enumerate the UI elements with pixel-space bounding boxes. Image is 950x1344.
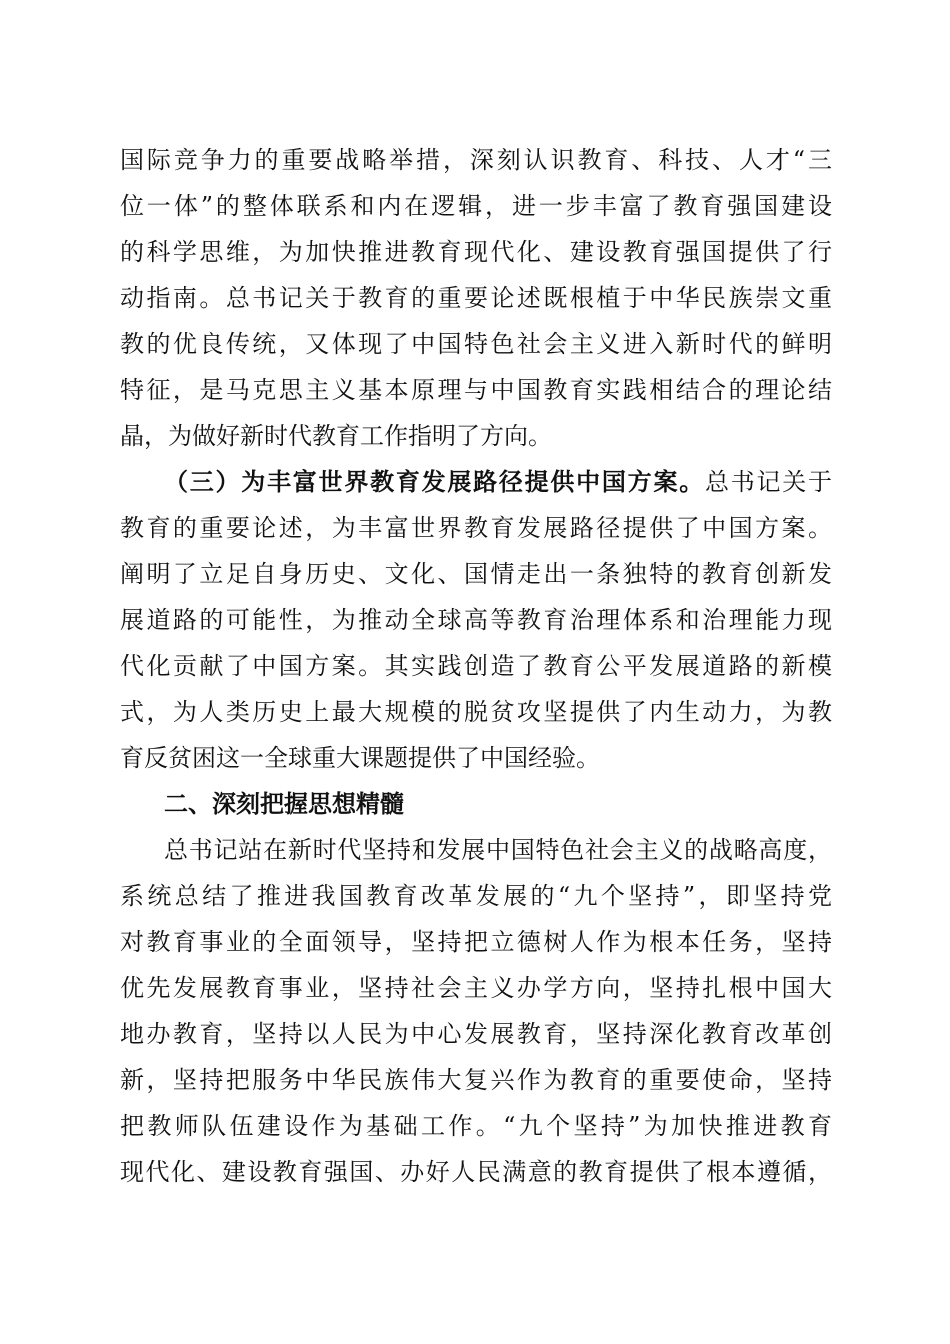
text-line: 国际竞争力的重要战略举措，深刻认识教育、科技、人才“三 [120, 146, 832, 174]
paragraph-2 [120, 459, 832, 781]
text-line: 优先发展教育事业，坚持社会主义办学方向，坚持扎根中国大 [120, 974, 832, 1002]
text-line: 阐明了立足自身历史、文化、国情走出一条独特的教育创新发 [120, 560, 832, 588]
text-line: 特征，是马克思主义基本原理与中国教育实践相结合的理论结 [120, 376, 832, 404]
text-line: 地办教育，坚持以人民为中心发展教育，坚持深化教育改革创 [120, 1020, 832, 1048]
text-line: 系统总结了推进我国教育改革发展的“九个坚持”，即坚持党 [120, 882, 832, 910]
text-line: 位一体”的整体联系和内在逻辑，进一步丰富了教育强国建设 [120, 192, 832, 220]
text-line: 晶，为做好新时代教育工作指明了方向。 [120, 422, 552, 450]
subheading-line-rest: 总书记关于 [704, 468, 833, 496]
text-line: 育反贫困这一全球重大课题提供了中国经验。 [120, 744, 600, 772]
text-line: 教的优良传统，又体现了中国特色社会主义进入新时代的鲜明 [120, 330, 832, 358]
text-line: 代化贡献了中国方案。其实践创造了教育公平发展道路的新模 [120, 652, 832, 680]
text-line: 把教师队伍建设作为基础工作。“九个坚持”为加快推进教育 [120, 1112, 832, 1140]
text-line: 现代化、建设教育强国、办好人民满意的教育提供了根本遵循， [120, 1158, 832, 1186]
paragraph-1 [120, 137, 832, 459]
text-line: 对教育事业的全面领导，坚持把立德树人作为根本任务，坚持 [120, 928, 832, 956]
subheading-3: （三）为丰富世界教育发展路径提供中国方案。 [164, 468, 705, 496]
text-line: 总书记站在新时代坚持和发展中国特色社会主义的战略高度， [164, 836, 832, 864]
subheading-line [120, 459, 832, 505]
text-line: 展道路的可能性，为推动全球高等教育治理体系和治理能力现 [120, 606, 832, 634]
text-line: 新，坚持把服务中华民族伟大复兴作为教育的重要使命，坚持 [120, 1066, 832, 1094]
paragraph-3 [120, 827, 832, 1195]
text-line: 的科学思维，为加快推进教育现代化、建设教育强国提供了行 [120, 238, 832, 266]
document-body [120, 137, 832, 1195]
text-line: 动指南。总书记关于教育的重要论述既根植于中华民族崇文重 [120, 284, 832, 312]
section-heading: 二、深刻把握思想精髓 [164, 790, 404, 818]
text-line: 教育的重要论述，为丰富世界教育发展路径提供了中国方案。 [120, 514, 832, 542]
text-line: 式，为人类历史上最大规模的脱贫攻坚提供了内生动力，为教 [120, 698, 832, 726]
